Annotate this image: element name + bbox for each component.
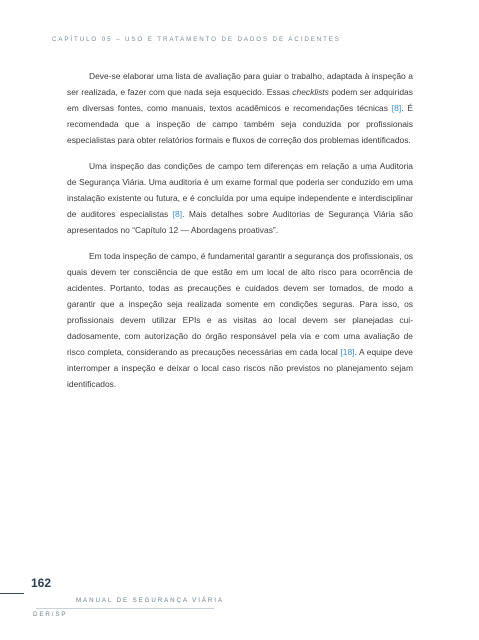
paragraph-1-text-c: . É recomendada que a inspeção de campo também seja conduzida por profissionais especialistas para obter relatórios formais e fluxos de correção dos problemas identificados. — [67, 103, 413, 145]
chapter-header: CAPÍTULO 05 – USO E TRATAMENTO DE DADOS DE ACIDENTES — [52, 36, 341, 43]
paragraph-3 — [67, 248, 413, 392]
paragraph-2-text-a: Uma inspeção das condições de campo tem diferenças em relação a uma Auditoria de Segurança Viária. Uma auditoria é um exame formal que poderia ser conduzido em uma instalação existente ou futura, e é concluída por uma equipe independente e interdisciplinar de auditores especialistas — [67, 161, 413, 219]
paragraph-2 — [67, 158, 413, 238]
publication-title: MANUAL DE SEGURANÇA VIÁRIA — [76, 597, 224, 604]
paragraph-3-text-b: . A equipe deve interromper a inspeção e deixar o local caso riscos não previstos no planejamento sejam identificados. — [67, 347, 413, 389]
paragraph-3-text-a: Em toda inspeção de campo, é fundamental garantir a segurança dos profissionais, os quais devem ter consciência de que estão em um local de alto risco para ocorrência de acidentes. Portanto, todas as precauções e cuidados devem ser tomados, de modo a garantir que a inspeção seja realizada somente em condições seguras. Para isso, os profissionais devem utilizar EPIs e as visitas ao local devem ser planejadas cuidadosamente, com autorização do órgão responsável pela via e com uma avaliação de risco completa, considerando as precauções necessárias em cada local — [67, 251, 413, 357]
organization-name: DER/SP — [33, 611, 68, 618]
citation-link[interactable]: [18] — [340, 347, 355, 357]
body-text — [67, 68, 413, 402]
paragraph-1 — [67, 68, 413, 148]
paragraph-1-text-a: Deve-se elaborar uma lista de avaliação para guiar o trabalho, adaptada à inspeção a ser realizada, e fazer com que nada seja esquecido. Essas — [67, 71, 413, 97]
citation-link[interactable]: [8] — [391, 103, 402, 113]
paragraph-1-emphasis: checklists — [292, 87, 329, 97]
citation-link[interactable]: [8] — [172, 209, 183, 219]
paragraph-2-text-b: . Mais detalhes sobre Auditorias de Segurança Viária são apresentados no “Capítulo 12 — Abordagens proativas”. — [67, 209, 413, 235]
page-number: 162 — [31, 576, 52, 590]
paragraph-1-text-b: podem ser adquiridas em diversas fontes, como manuais, textos acadêmicos e recomendações técnicas — [67, 87, 413, 113]
footer-rule — [36, 608, 214, 609]
footer-accent-line — [0, 593, 24, 594]
